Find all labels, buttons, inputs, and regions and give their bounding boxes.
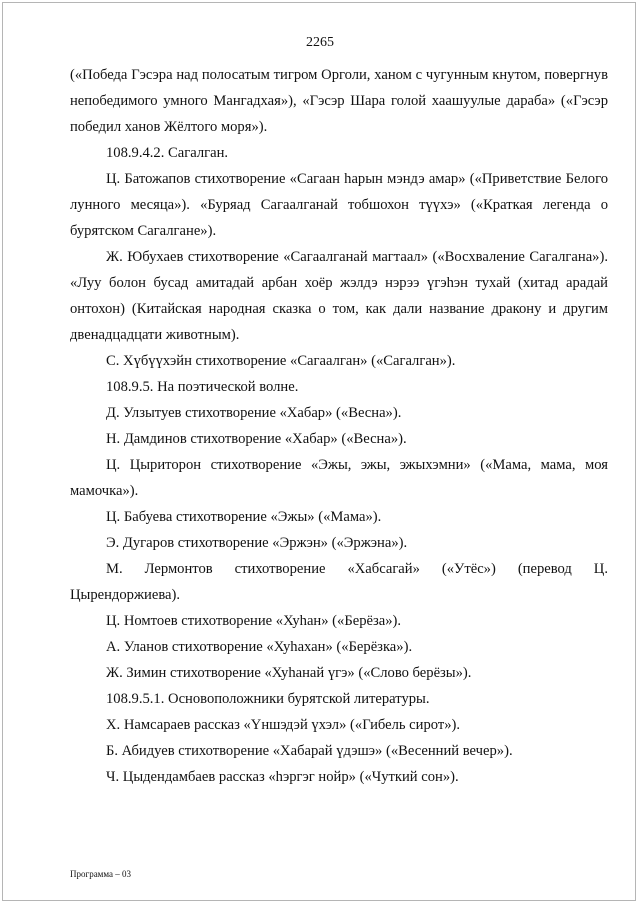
paragraph-khubuukhein: С. Хүбүүхэйн стихотворение «Сагаалган» («Сагалган»). <box>106 353 456 369</box>
paragraph-lermontov: М. Лермонтов стихотворение «Хабсагай» («Утёс») (перевод Ц. Цырендоржиева). <box>70 561 608 603</box>
paragraph-dugarov: Э. Дугаров стихотворение «Эржэн» («Эржэна»). <box>106 535 408 551</box>
paragraph-tsyritoron: Ц. Цыриторон стихотворение «Эжы, эжы, эжыхэмни» («Мама, мама, моя мамочка»). <box>70 457 608 499</box>
paragraph-batozhapov: Ц. Батожапов стихотворение «Сагаан hарын мэндэ амар» («Приветствие Белого лунного месяца»). «Буряад Сагаалганай тобшохон түүхэ» («Краткая легенда о бурятском Сагалгане»). <box>70 171 608 239</box>
paragraph-tsydendambaev: Ч. Цыдендамбаев рассказ «hэргэг нойр» («Чуткий сон»). <box>106 769 459 785</box>
section-heading-sagalgan: 108.9.4.2. Сагалган. <box>106 145 229 161</box>
paragraph-zimin: Ж. Зимин стихотворение «Хуhанай үгэ» («Слово берёзы»). <box>106 665 472 681</box>
paragraph-abiduev: Б. Абидуев стихотворение «Хабарай үдэшэ» («Весенний вечер»). <box>106 743 513 759</box>
paragraph-gesar-intro: («Победа Гэсэра над полосатым тигром Орголи, ханом с чугунным кнутом, повергнув непобедимого умного Мангадхая»), «Гэсэр Шара голой хаашуулые дараба» («Гэсэр победил ханов Жёлтого моря»). <box>70 67 608 135</box>
paragraph-yubukhaev: Ж. Юбухаев стихотворение «Сагаалганай магтаал» («Восхваление Сагалгана»). «Луу болон бусад амитадай арбан хоёр жэлдэ нэрээ үгэhэн тухай (хитад арадай онтохон) (Китайская народная сказка о том, как дали название дракону и другим двенадцадцати животным). <box>70 249 608 343</box>
paragraph-ulanov: А. Уланов стихотворение «Хуhахан» («Берёзка»). <box>106 639 413 655</box>
page-number: 2265 <box>306 35 334 50</box>
paragraph-nomtoev: Ц. Номтоев стихотворение «Хуhан» («Берёза»). <box>106 613 402 629</box>
paragraph-namsaraev: Х. Намсараев рассказ «Үншэдэй үхэл» («Гибель сирот»). <box>106 717 461 733</box>
document-body <box>70 62 608 790</box>
section-heading-poetic-wave: 108.9.5. На поэтической волне. <box>106 379 299 395</box>
section-heading-founders: 108.9.5.1. Основоположники бурятской литературы. <box>106 691 430 707</box>
paragraph-ulzytuev: Д. Улзытуев стихотворение «Хабар» («Весна»). <box>106 405 402 421</box>
paragraph-damdinov: Н. Дамдинов стихотворение «Хабар» («Весна»). <box>106 431 407 447</box>
paragraph-babueva: Ц. Бабуева стихотворение «Эжы» («Мама»). <box>106 509 382 525</box>
footer-program-label: Программа – 03 <box>70 869 132 879</box>
